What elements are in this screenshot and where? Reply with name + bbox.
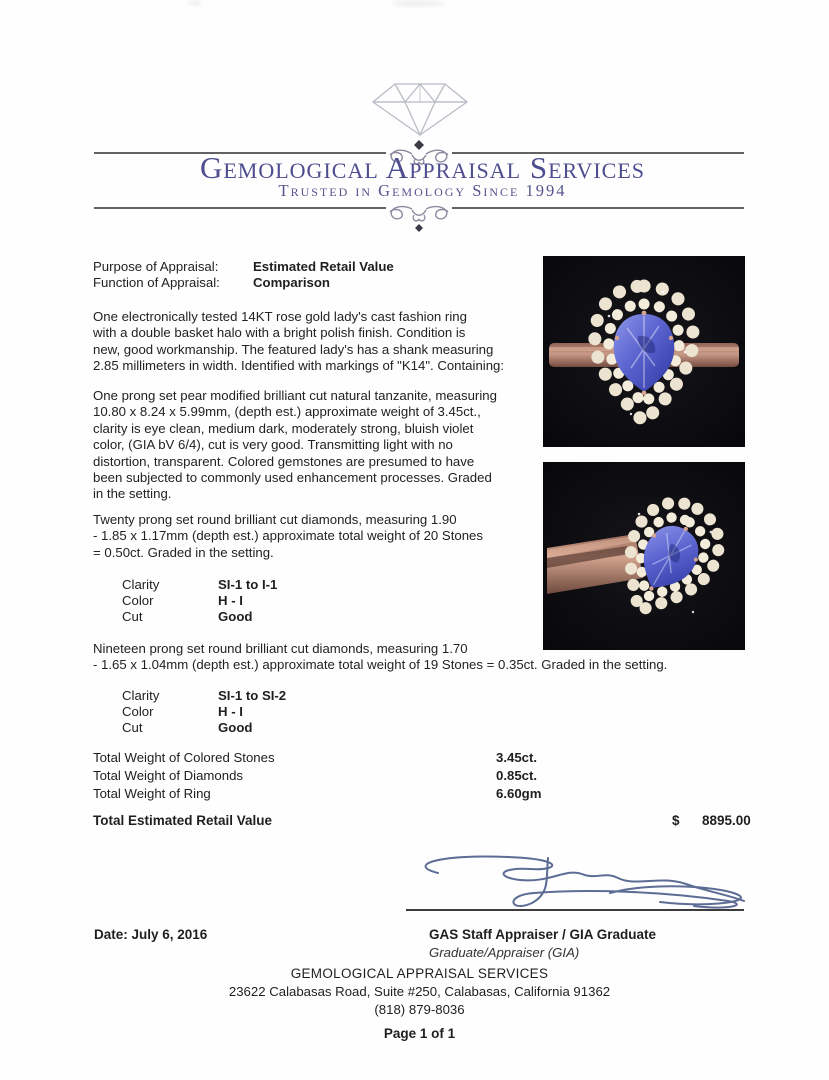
- clarity-value: SI-1 to I-1: [218, 577, 278, 592]
- appraisal-meta: [93, 259, 394, 292]
- function-row: [93, 275, 394, 291]
- ring-photo-top-view: [543, 256, 745, 447]
- total-colored-label: Total Weight of Colored Stones: [93, 750, 275, 765]
- total-colored-value: 3.45ct.: [496, 750, 538, 765]
- function-label: Function of Appraisal:: [93, 275, 220, 291]
- diamonds-20-paragraph: Twenty prong set round brilliant cut diamonds, measuring 1.90 - 1.85 x 1.17mm (depth est.) approximate total weight of 20 Stones = 0.50ct. Graded in the setting.: [93, 512, 483, 560]
- retail-value-row: [93, 813, 773, 828]
- cut-label: Cut: [122, 609, 143, 625]
- clarity-label: Clarity: [122, 688, 160, 703]
- ring-photo-side-view: [543, 462, 745, 650]
- table-row: [122, 593, 277, 609]
- footer-address: 23622 Calabasas Road, Suite #250, Calabasas, California 91362: [228, 984, 611, 999]
- diamond-logo-icon: [357, 80, 483, 138]
- table-row: [122, 704, 286, 720]
- appraisal-date: Date: July 6, 2016: [94, 927, 208, 942]
- cut-value: Good: [218, 609, 253, 625]
- scan-artifact: [188, 1, 202, 5]
- diamonds-19-paragraph: Nineteen prong set round brilliant cut diamonds, measuring 1.70 - 1.65 x 1.04mm (depth est.) approximate total weight of 19 Stones = 0.35ct. Graded in the setting.: [93, 641, 668, 673]
- scan-artifact: [392, 1, 444, 6]
- totals-table: [93, 749, 753, 803]
- clarity-label: Clarity: [122, 577, 160, 592]
- total-diamonds-label: Total Weight of Diamonds: [93, 768, 244, 783]
- purpose-row: [93, 259, 394, 275]
- tanzanite-description-paragraph: One prong set pear modified brilliant cut natural tanzanite, measuring 10.80 x 8.24 x 5.99mm, (depth est.) approximate weight of 3.45ct., clarity is eye clean, medium dark, moderately strong, bluish violet color, (GIA bV 6/4), cut is very good. Transmitting light with no distortion, transparent. Colored gemstones are presumed to have been subjected to commonly used enhancement processes. Graded in the setting.: [93, 388, 497, 502]
- retail-value-label: Total Estimated Retail Value: [93, 813, 273, 828]
- signer-title: GAS Staff Appraiser / GIA Graduate: [429, 927, 657, 942]
- flourish-divider-icon: [94, 200, 744, 234]
- ring-description-paragraph: One electronically tested 14KT rose gold lady's cast fashion ring with a double basket halo with a bright polish finish. Condition is new, good workmanship. The featured lady's has a shank measuring 2.85 millimeters in width. Identified with markings of "K14". Containing:: [93, 309, 505, 374]
- signature-line: [406, 909, 744, 911]
- company-title: Gemological Appraisal Services: [199, 150, 646, 185]
- purpose-label: Purpose of Appraisal:: [93, 259, 219, 274]
- table-row: [122, 609, 277, 625]
- total-ring-label: Total Weight of Ring: [93, 786, 211, 801]
- footer-phone: (818) 879-8036: [374, 1002, 465, 1017]
- color-value: H - I: [218, 593, 243, 609]
- grading-table-1: [122, 577, 277, 626]
- table-row: [122, 688, 286, 704]
- color-label: Color: [122, 704, 154, 720]
- footer: [5, 966, 829, 1041]
- signature-icon: [398, 851, 758, 913]
- color-label: Color: [122, 593, 154, 609]
- purpose-value: Estimated Retail Value: [253, 259, 394, 274]
- total-ring-value: 6.60gm: [496, 786, 542, 801]
- retail-value-amount: 8895.00: [702, 813, 751, 828]
- footer-company: GEMOLOGICAL APPRAISAL SERVICES: [290, 966, 549, 981]
- total-diamonds-value: 0.85ct.: [496, 768, 538, 783]
- table-row: [122, 720, 286, 736]
- table-row: [93, 785, 753, 803]
- table-row: [122, 577, 277, 593]
- page-number: Page 1 of 1: [383, 1026, 456, 1041]
- color-value: H - I: [218, 704, 243, 720]
- function-value: Comparison: [253, 275, 330, 291]
- table-row: [93, 767, 753, 785]
- table-row: [93, 749, 753, 767]
- currency-symbol: $: [672, 813, 680, 828]
- cut-label: Cut: [122, 720, 143, 736]
- clarity-value: SI-1 to SI-2: [218, 688, 287, 703]
- signer-subtitle: Graduate/Appraiser (GIA): [429, 945, 580, 960]
- cut-value: Good: [218, 720, 253, 736]
- company-tagline: Trusted in Gemology Since 1994: [278, 181, 567, 200]
- grading-table-2: [122, 688, 286, 737]
